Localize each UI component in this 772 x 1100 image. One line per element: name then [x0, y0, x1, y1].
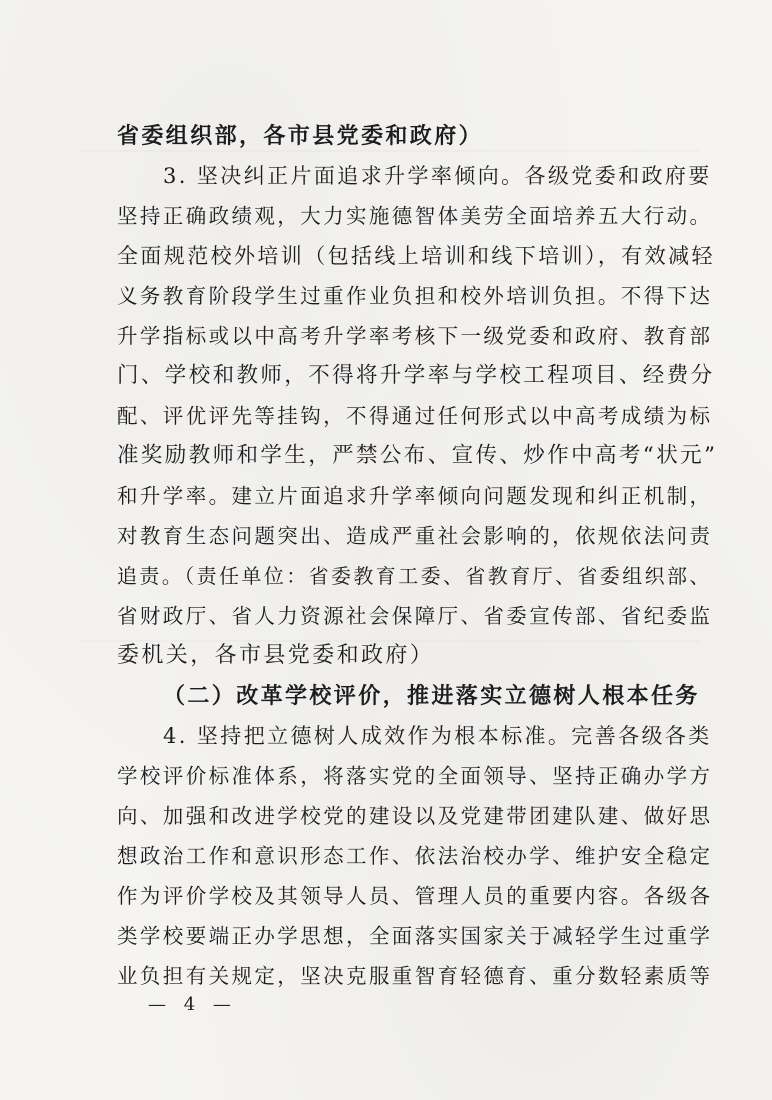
text-line: 对教育生态问题突出、造成严重社会影响的，依规依法问责 [117, 524, 713, 548]
text-line: 义务教育阶段学生过重作业负担和校外培训负担。不得下达 [117, 284, 713, 308]
text-line: 3. 坚决纠正片面追求升学率倾向。各级党委和政府要 [163, 164, 712, 188]
text-line: 委机关，各市县党委和政府） [117, 643, 435, 668]
text-line: 追责。（责任单位：省委教育工委、省教育厅、省委组织部、 [117, 564, 712, 588]
text-line: 省委组织部，各市县党委和政府） [117, 123, 484, 149]
body-text [117, 116, 717, 996]
text-line: 学校评价标准体系，将落实党的全面领导、坚持正确办学方 [117, 764, 713, 788]
text-line: 省财政厅、省人力资源社会保障厅、省委宣传部、省纪委监 [117, 604, 713, 628]
text-line: 坚持正确政绩观，大力实施德智体美劳全面培养五大行动。 [117, 204, 713, 228]
text-line: 类学校要端正办学思想，全面落实国家关于减轻学生过重学 [117, 924, 713, 948]
text-line: 4. 坚持把立德树人成效作为根本标准。完善各级各类 [163, 724, 712, 748]
page-number: — 4 — [148, 994, 237, 1015]
text-line: 准奖励教师和学生，严禁公布、宣传、炒作中高考“状元” [117, 443, 718, 468]
text-line: 全面规范校外培训（包括线上培训和线下培训），有效减轻 [117, 244, 715, 268]
text-line: 想政治工作和意识形态工作、依法治校办学、维护安全稳定 [117, 844, 713, 868]
section-heading: （二）改革学校评价，推进落实立德树人根本任务 [163, 683, 700, 709]
text-line: 和升学率。建立片面追求升学率倾向问题发现和纠正机制， [117, 484, 713, 508]
text-line: 向、加强和改进学校党的建设以及党建带团建队建、做好思 [117, 804, 713, 828]
text-line: 作为评价学校及其领导人员、管理人员的重要内容。各级各 [117, 884, 713, 908]
text-line: 配、评优评先等挂钩，不得通过任何形式以中高考成绩为标 [117, 404, 713, 428]
text-line: 门、学校和教师，不得将升学率与学校工程项目、经费分 [117, 363, 715, 388]
text-line: 升学指标或以中高考升学率考核下一级党委和政府、教育部 [117, 324, 713, 348]
text-line: 业负担有关规定，坚决克服重智育轻德育、重分数轻素质等 [117, 964, 713, 988]
